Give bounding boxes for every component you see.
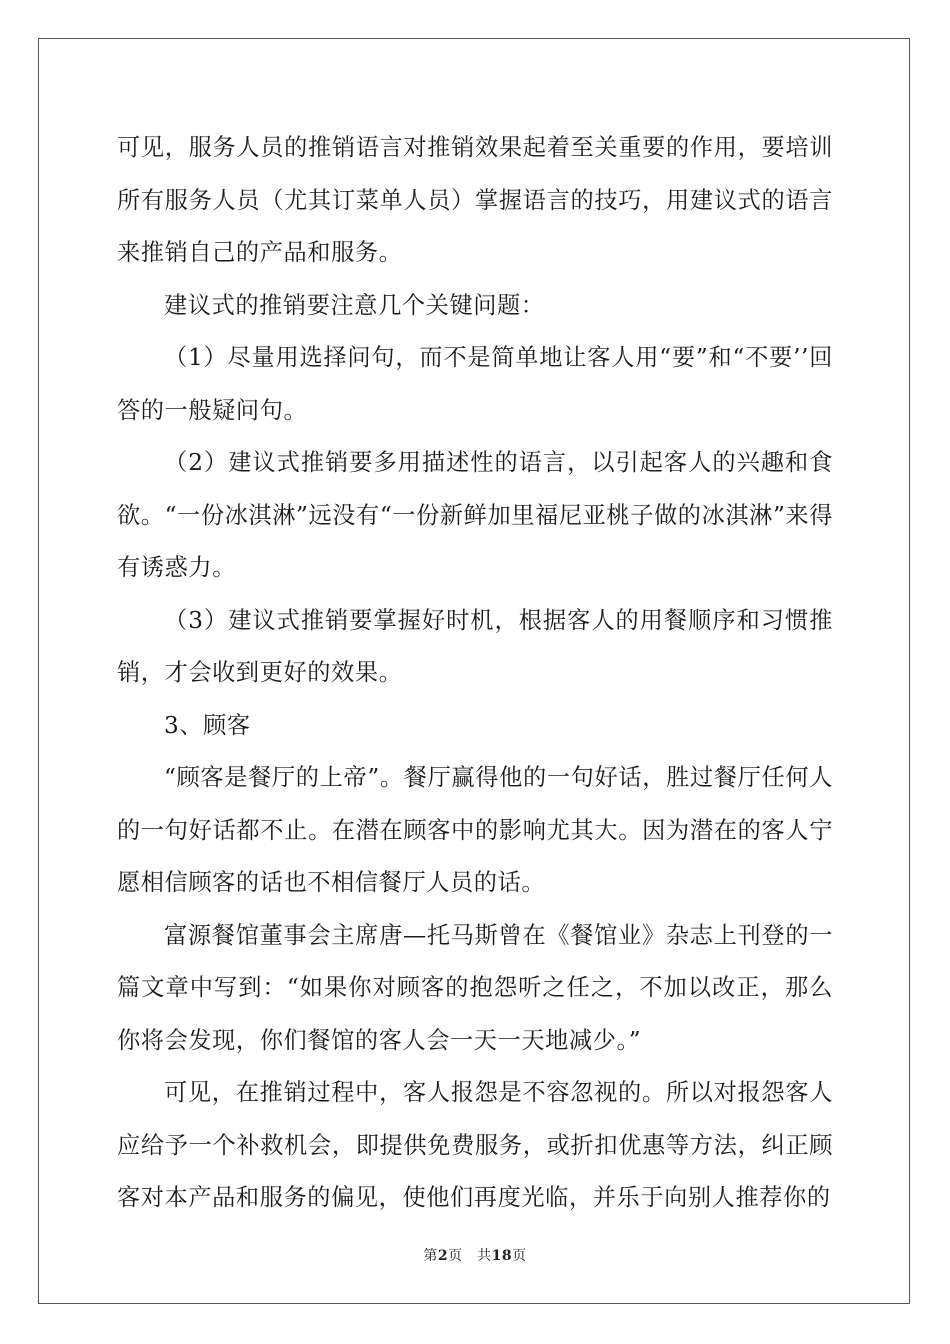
document-body: [117, 122, 833, 1225]
footer-total-pages: 18: [491, 1248, 513, 1264]
paragraph-8: 富源餐馆董事会主席唐—托马斯曾在《餐馆业》杂志上刊登的一篇文章中写到：“如果你对顾客的抱怨听之任之，不加以改正，那么你将会发现，你们餐馆的客人会一天一天地减少。”: [117, 921, 833, 1054]
paragraph-7: “顾客是餐厅的上帝”。餐厅赢得他的一句好话，胜过餐厅任何人的一句好话都不止。在潜在顾客中的影响尤其大。因为潜在的客人宁愿相信顾客的话也不相信餐厅人员的话。: [117, 764, 833, 896]
footer-page-number: 2: [437, 1248, 449, 1264]
footer-prefix: 第: [423, 1248, 438, 1264]
paragraph-9: 可见，在推销过程中，客人报怨是不容忽视的。所以对报怨客人应给予一个补救机会，即提供免费服务，或折扣优惠等方法，纠正顾客对本产品和服务的偏见，使他们再度光临，并乐于向别人推荐你的: [117, 1079, 833, 1211]
paragraph-5: （3）建议式推销要掌握好时机，根据客人的用餐顺序和习惯推销，才会收到更好的效果。: [117, 606, 833, 686]
paragraph-2: 建议式的推销要注意几个关键问题：: [164, 291, 545, 319]
section-heading: 3、顾客: [164, 711, 251, 739]
paragraph-4: （2）建议式推销要多用描述性的语言，以引起客人的兴趣和食欲。“一份冰淇淋”远没有“一份新鲜加里福尼亚桃子做的冰淇淋”来得有诱惑力。: [117, 449, 833, 581]
footer-suffix: 页: [512, 1248, 527, 1264]
paragraph-1: 可见，服务人员的推销语言对推销效果起着至关重要的作用，要培训所有服务人员（尤其订菜单人员）掌握语言的技巧，用建议式的语言来推销自己的产品和服务。: [117, 134, 833, 266]
footer-mid: 页 共: [448, 1248, 492, 1264]
paragraph-3: （1）尽量用选择问句，而不是简单地让客人用“要”和“不要’’回答的一般疑问句。: [117, 344, 833, 424]
page-footer: [0, 1245, 950, 1265]
